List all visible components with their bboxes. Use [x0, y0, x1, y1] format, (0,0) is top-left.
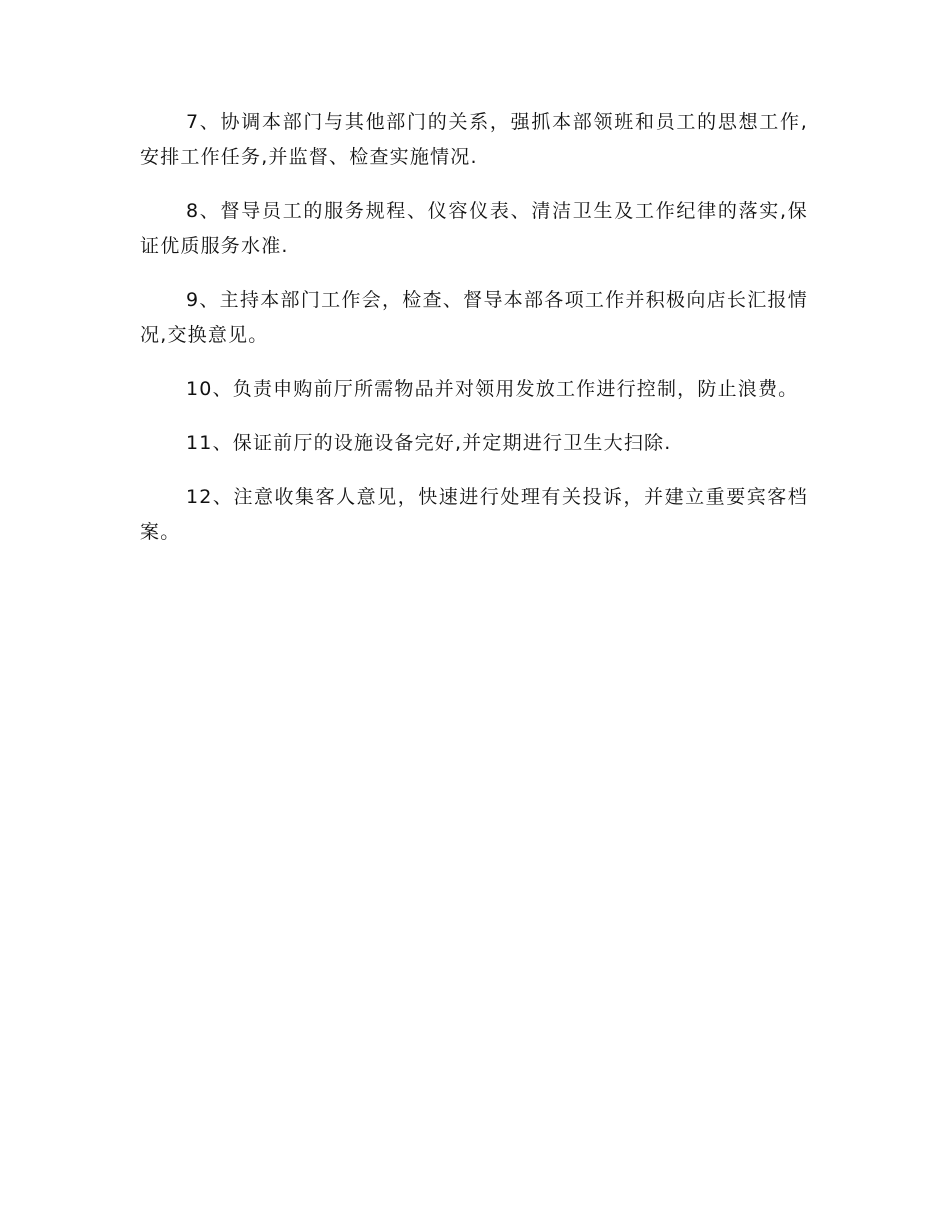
duty-item-8: 8、督导员工的服务规程、仪容仪表、清洁卫生及工作纪律的落实,保证优质服务水准. [140, 200, 808, 257]
duty-item-11: 11、保证前厅的设施设备完好,并定期进行卫生大扫除. [186, 432, 672, 454]
document-body [140, 105, 808, 569]
duty-item-9: 9、主持本部门工作会，检查、督导本部各项工作并积极向店长汇报情况,交换意见。 [140, 289, 808, 346]
duty-item-12: 12、注意收集客人意见，快速进行处理有关投诉，并建立重要宾客档案。 [140, 486, 808, 543]
duty-item-10: 10、负责申购前厅所需物品并对领用发放工作进行控制，防止浪费。 [186, 378, 799, 400]
duty-item-7: 7、协调本部门与其他部门的关系，强抓本部领班和员工的思想工作,安排工作任务,并监督、检查实施情况. [140, 111, 808, 168]
